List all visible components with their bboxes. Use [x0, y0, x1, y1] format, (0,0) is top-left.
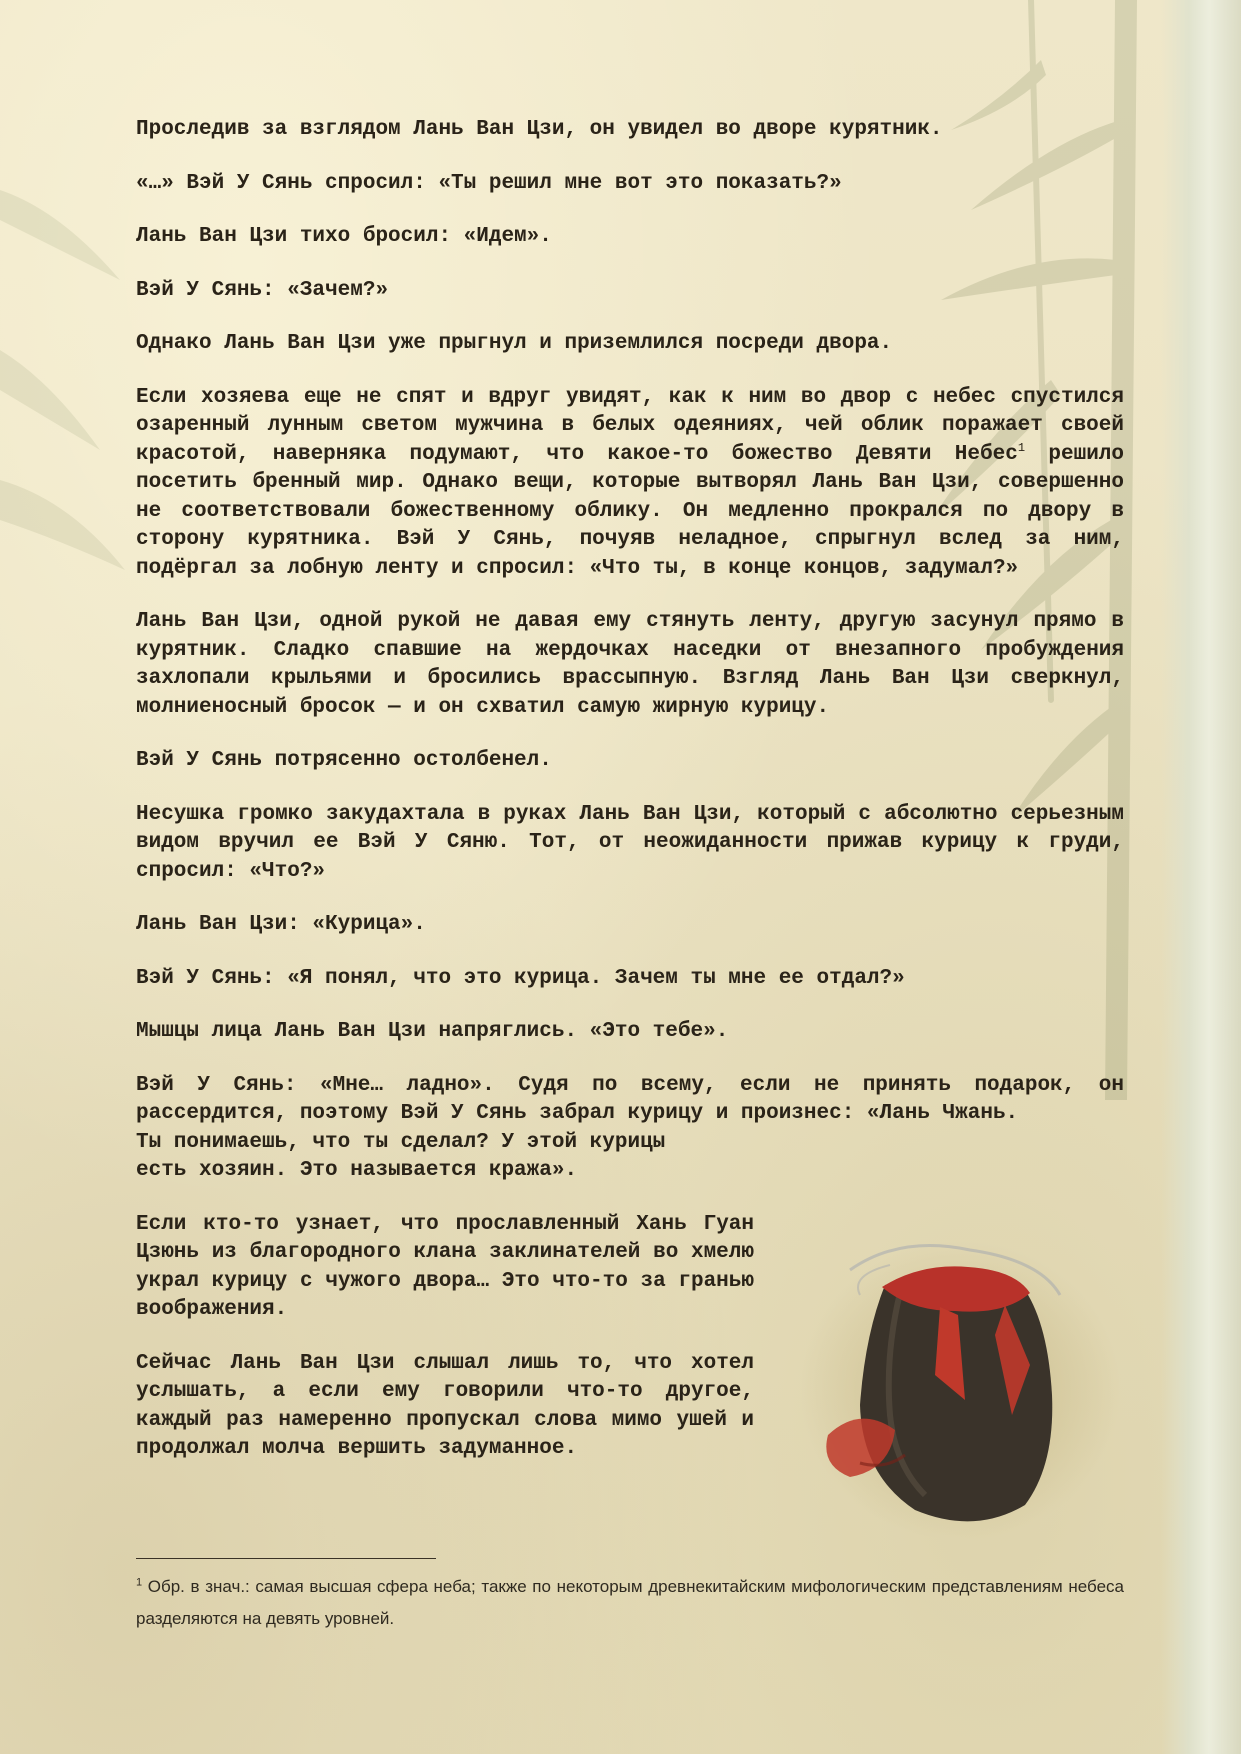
paragraph-6 [136, 384, 1124, 584]
wine-jar-icon [790, 1215, 1120, 1545]
paragraph-11: Вэй У Сянь: «Я понял, что это курица. Зачем ты мне ее отдал?» [136, 966, 905, 990]
paragraph-13 [136, 1072, 1124, 1186]
paragraph-13-line-b: Ты понимаешь, что ты сделал? У этой курицы [136, 1130, 666, 1154]
paragraph-13-line-c: есть хозяин. Это называется кража». [136, 1159, 578, 1182]
paragraph-4: Вэй У Сянь: «Зачем?» [136, 278, 389, 302]
paragraph-2: «…» Вэй У Сянь спросил: «Ты решил мне вот это показать?» [136, 171, 842, 195]
paragraph-10: Лань Ван Цзи: «Курица». [136, 913, 426, 936]
paragraph-7: Лань Ван Цзи, одной рукой не давая ему стянуть ленту, другую засунул прямо в курятник. Сладко спавшие на жердочках наседки от внезапного пробуждения захлопали крыльями и бросились врассыпную. Взгляд Лань Ван Цзи сверкнул, молниеносный бросок — и он схватил самую жирную курицу. [136, 610, 1124, 719]
paragraph-13-line-a: Вэй У Сянь: «Мне… ладно». Судя по всему, если не принять подарок, он рассердится, поэтому Вэй У Сянь забрал курицу и произнес: «Лань Чжань. [136, 1073, 1124, 1125]
paragraph-5: Однако Лань Ван Цзи уже прыгнул и приземлился посреди двора. [136, 332, 893, 355]
page-edge-band [1161, 0, 1241, 1754]
paragraph-6-part-a: Если хозяева еще не спят и вдруг увидят, как к ним во двор с небес спустился озаренный лунным светом мужчина в белых одеяниях, чей облик поражает своей красотой, наверняка подумают, что какое-то божество Девяти Небес [136, 385, 1124, 466]
paragraph-6-part-b: решило посетить бренный мир. Однако вещи, которые вытворял Лань Ван Цзи, совершенно не соответствовали божественному облику. Он медленно прокрался по двору в сторону курятника. Вэй У Сянь, почуяв неладное, спрыгнул вслед за ним, подёргал за лобную ленту и спросил: «Что ты, в конце концов, задумал?» [136, 442, 1125, 580]
paragraph-8: Вэй У Сянь потрясенно остолбенел. [136, 749, 552, 772]
footnote-text: Обр. в знач.: самая высшая сфера неба; также по некоторым древнекитайским мифологическим представлениям небеса разделяются на девять уровней. [136, 1577, 1124, 1628]
paragraph-12: Мышцы лица Лань Ван Цзи напряглись. «Это тебе». [136, 1020, 729, 1043]
footnote-reference[interactable]: 1 [1017, 440, 1026, 455]
footnote [136, 1571, 1124, 1635]
paragraph-9: Несушка громко закудахтала в руках Лань Ван Цзи, который с абсолютно серьезным видом вручил ее Вэй У Сяню. Тот, от неожиданности прижав курицу к груди, спросил: «Что?» [136, 802, 1124, 883]
paragraph-15: Сейчас Лань Ван Цзи слышал лишь то, что хотел услышать, а если ему говорили что-то другое, каждый раз намеренно пропускал слова мимо ушей и продолжал молча вершить задуманное. [136, 1351, 754, 1460]
footnote-number: 1 [136, 1576, 143, 1589]
footnote-separator [136, 1558, 436, 1559]
bamboo-leaf-decoration [0, 150, 130, 600]
paragraph-1: Проследив за взглядом Лань Ван Цзи, он увидел во дворе курятник. [136, 118, 943, 141]
paragraph-14: Если кто-то узнает, что прославленный Хань Гуан Цзюнь из благородного клана заклинателей во хмелю украл курицу с чужого двора… Это что-то за гранью воображения. [136, 1212, 754, 1321]
paragraph-3: Лань Ван Цзи тихо бросил: «Идем». [136, 225, 552, 248]
